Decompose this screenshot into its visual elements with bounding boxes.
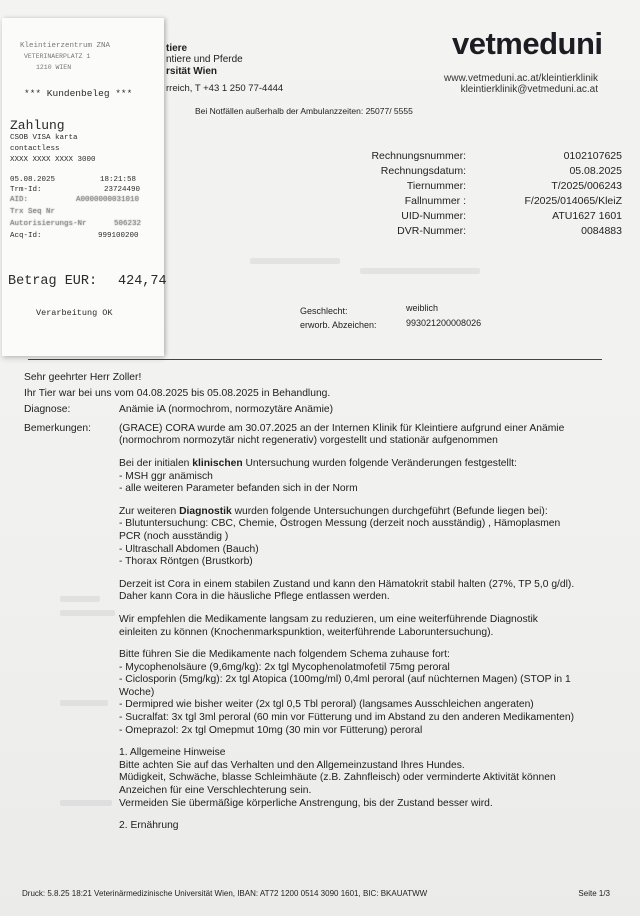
diagnostics-item: PCR (noch ausständig ): [119, 530, 229, 542]
invoice-row: [340, 225, 632, 240]
salutation: Sehr geehrter Herr Zoller!: [24, 372, 142, 383]
invoice-label: Rechnungsdatum:: [380, 165, 466, 177]
page-number: Seite 1/3: [578, 889, 610, 898]
general-advice-line: Anzeichen für eine Verschlechterung sein.: [119, 785, 312, 797]
receipt-acquirer-label: Acq-Id:: [10, 232, 42, 240]
general-advice-line: Müdigkeit, Schwäche, blasse Schleimhäute (z.B. Zahnfleisch) oder verminderte Aktivität können: [119, 772, 556, 784]
text-segment: Untersuchung wurden folgende Veränderungen festgestellt:: [242, 457, 517, 469]
medication-intro: Bitte führen Sie die Medikamente nach folgendem Schema zuhause fort:: [119, 649, 450, 661]
receipt-auth-value: 506232: [114, 220, 142, 228]
clinic-email: kleintierklinik@vetmeduni.ac.at: [460, 84, 598, 95]
invoice-value: 0084883: [581, 225, 622, 237]
invoice-label: Tiernummer:: [406, 180, 466, 192]
medication-item: - Omeprazol: 2x tgl Omepmut 10mg (30 min vor Fütterung) peroral: [119, 724, 423, 736]
diagnostics-item: - Blutuntersuchung: CBC, Chemie, Östrogen Messung (derzeit noch ausständig) , Hämoplasmen: [119, 518, 561, 530]
clinical-finding-item: - alle weiteren Parameter befanden sich in der Norm: [119, 483, 358, 495]
invoice-label: DVR-Nummer:: [397, 225, 466, 237]
clinic-address: rreich, T +43 1 250 77-4444: [166, 83, 284, 94]
medication-item: - Sucralfat: 3x tgl 3ml peroral (60 min vor Fütterung und im Abstand zu den anderen Medikamenten): [119, 712, 575, 724]
sex-label: Geschlecht:: [300, 306, 348, 316]
general-advice-line: Vermeiden Sie übermäßige körperliche Anstrengung, bis der Zustand besser wird.: [119, 797, 493, 809]
receipt-amount: 424,74: [118, 274, 167, 289]
receipt-city: 1210 WIEN: [36, 64, 72, 71]
clinical-finding-item: - MSH ggr anämisch: [119, 470, 213, 482]
clinical-findings-intro: [24, 458, 620, 471]
footer-print-info: Druck: 5.8.25 18:21 Veterinärmedizinische Universität Wien, IBAN: AT72 1200 0514 3090 1601, BIC: BKAUATWW: [22, 889, 428, 898]
receipt-terminal-id: 23724490: [104, 186, 141, 194]
text-segment: Bei der initialen: [119, 457, 193, 469]
medication-item: Woche): [119, 686, 155, 698]
diagnosis-label: Diagnose:: [24, 404, 71, 416]
receipt-street: VETERINAERPLATZ 1: [24, 53, 91, 60]
diagnostics-item: - Ultraschall Abdomen (Bauch): [119, 543, 259, 555]
invoice-value: 0102107625: [563, 150, 622, 162]
invoice-label: Rechnungsnummer:: [371, 150, 466, 162]
receipt-card-type: CSOB VISA karta: [10, 134, 78, 142]
diagnosis-text: Anämie iA (normochrom, normozytäre Anämie): [119, 404, 334, 416]
medication-item: - Ciclosporin (5mg/kg): 2x tgl Atopica (100mg/ml) 0,4ml peroral (auf nüchternen Magen) (STOP in 1: [119, 674, 571, 686]
receipt-aid-label: AID:: [10, 196, 29, 204]
emergency-note: Bei Notfällen außerhalb der Ambulanzzeiten: 25077/ 5555: [195, 106, 413, 116]
remarks-label: Bemerkungen:: [24, 422, 91, 434]
text-segment: Zur weiteren: [119, 505, 180, 517]
clinic-name-line2: ntiere und Pferde: [166, 54, 243, 65]
receipt-aid-value: A0000000031010: [76, 196, 140, 204]
invoice-value: ATU1627 1601: [552, 210, 622, 222]
invoice-row: [340, 210, 632, 225]
vetmeduni-logo: vetmeduni: [452, 26, 603, 61]
recommendation-line: einleiten zu können (Knochenmarkspunktion, weiterführende Laboruntersuchung).: [119, 626, 494, 638]
receipt-merchant: Kleintierzentrum ZNA: [20, 42, 111, 50]
clinic-website: www.vetmeduni.ac.at/kleintierklinik: [444, 73, 598, 84]
medication-item: - Dermipred wie bisher weiter (2x tgl 0,5 Tbl peroral) (langsames Ausschleichen angeraten): [119, 699, 534, 711]
invoice-label: UID-Nummer:: [401, 210, 466, 222]
chip-label: erworb. Abzeichen:: [300, 320, 377, 330]
medication-item: - Mycophenolsäure (9,6mg/kg): 2x tgl Mycophenolatmofetil 75mg peroral: [119, 661, 450, 673]
receipt-copy-label: *** Kundenbeleg ***: [24, 88, 133, 99]
receipt-date: 05.08.2025: [10, 176, 56, 184]
card-payment-receipt: [2, 18, 167, 356]
invoice-row: [340, 165, 632, 180]
remarks-row: [24, 423, 620, 436]
status-line: Daher kann Cora in die häusliche Pflege entlassen werden.: [119, 591, 390, 603]
bold-text-segment: Diagnostik: [179, 505, 232, 517]
remarks-line: (GRACE) CORA wurde am 30.07.2025 an der Internen Klinik für Kleintiere aufgrund einer Anämie: [119, 422, 565, 434]
invoice-value: T/2025/006243: [551, 180, 622, 192]
invoice-label: Fallnummer :: [404, 195, 466, 207]
treatment-intro: Ihr Tier war bei uns vom 04.08.2025 bis 05.08.2025 in Behandlung.: [24, 387, 331, 399]
bleed-through-mark: [250, 258, 340, 264]
invoice-row: [340, 150, 632, 165]
section-title: 1. Allgemeine Hinweise: [119, 747, 226, 759]
receipt-auth-label: Autorisierungs-Nr: [10, 220, 87, 228]
receipt-title: Zahlung: [10, 118, 65, 133]
receipt-terminal-label: Trm-Id:: [10, 186, 42, 194]
clinic-name-line3: rsität Wien: [166, 66, 218, 77]
divider-line: [28, 359, 602, 360]
invoice-value: F/2025/014065/KleiZ: [524, 195, 622, 207]
invoice-row: [340, 180, 632, 195]
letter-body: [24, 372, 620, 833]
sex-value: weiblich: [406, 303, 439, 313]
bold-text-segment: klinischen: [192, 457, 243, 469]
receipt-time: 18:21:58: [100, 176, 137, 184]
receipt-acquirer-id: 999100200: [98, 232, 139, 240]
receipt-trx-label: Trx Seq Nr: [10, 208, 56, 216]
remarks-line: (normochrom normozytär nicht regenerativ) vorgestellt und stationär aufgenommen: [119, 435, 498, 447]
recommendation-line: Wir empfehlen die Medikamente langsam zu reduzieren, um eine weiterführende Diagnostik: [119, 613, 538, 625]
receipt-amount-label: Betrag EUR:: [8, 274, 98, 289]
receipt-status: Verarbeitung OK: [36, 308, 113, 318]
chip-value: 993021200008026: [406, 318, 482, 328]
invoice-value: 05.08.2025: [569, 165, 622, 177]
diagnosis-row: [24, 404, 620, 417]
clinic-name-line1: tiere: [166, 43, 188, 54]
invoice-row: [340, 195, 632, 210]
diagnostics-intro: [24, 506, 620, 519]
text-segment: wurden folgende Untersuchungen durchgeführt (Befunde liegen bei):: [231, 505, 548, 517]
section-title: 2. Ernährung: [119, 820, 179, 832]
receipt-contactless: contactless: [10, 145, 60, 153]
receipt-card-number: XXXX XXXX XXXX 3000: [10, 156, 96, 164]
bleed-through-mark: [360, 268, 480, 274]
diagnostics-item: - Thorax Röntgen (Brustkorb): [119, 556, 253, 568]
general-advice-line: Bitte achten Sie auf das Verhalten und den Allgemeinzustand Ihres Hundes.: [119, 759, 465, 771]
status-line: Derzeit ist Cora in einem stabilen Zustand und kann den Hämatokrit stabil halten (27%, TP 5,0 g/dl).: [119, 578, 575, 590]
